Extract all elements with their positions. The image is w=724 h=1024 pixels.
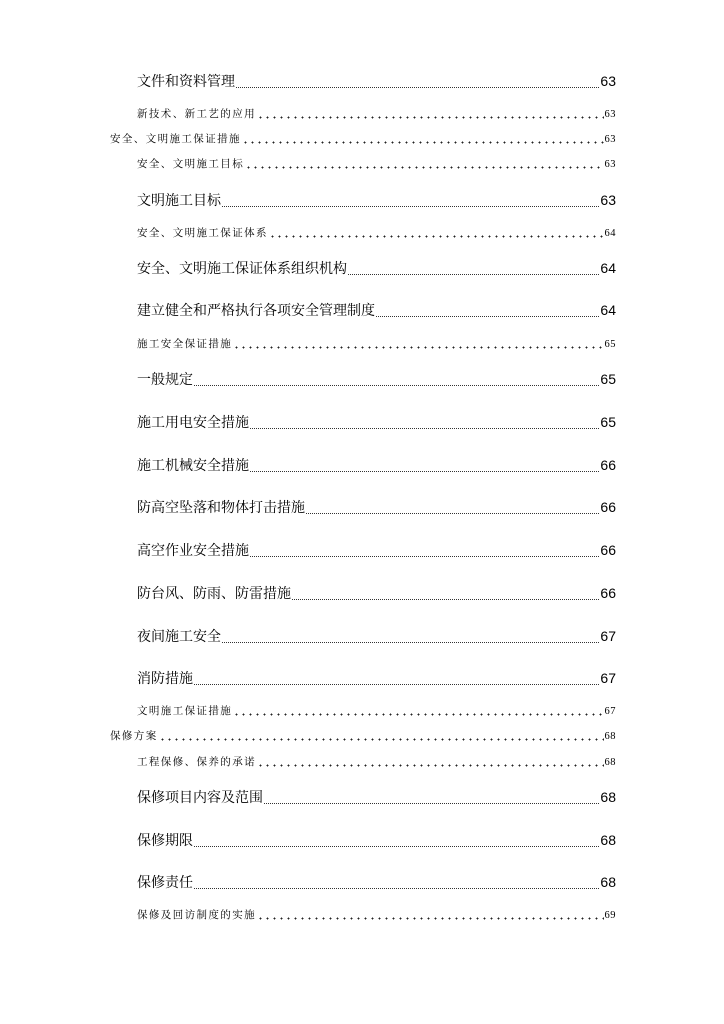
dot-leader: [257, 115, 604, 119]
toc-entry-page: 63: [604, 109, 616, 120]
toc-entry-page: 63: [604, 134, 616, 145]
dot-leader: [250, 555, 599, 557]
toc-entry-title: 保修及回访制度的实施: [137, 910, 256, 921]
toc-entry[interactable]: [137, 626, 616, 646]
dot-leader: [233, 345, 603, 349]
toc-entry-title: 夜间施工安全: [137, 628, 221, 644]
dot-leader: [264, 802, 599, 804]
toc-entry-page: 67: [600, 628, 616, 644]
toc-entry-title: 施工安全保证措施: [137, 339, 233, 350]
toc-entry[interactable]: [110, 131, 616, 146]
toc-entry-page: 68: [604, 757, 616, 768]
dot-leader: [242, 140, 604, 144]
toc-entry[interactable]: [137, 369, 616, 389]
dot-leader: [159, 737, 604, 741]
toc-entry[interactable]: [110, 728, 616, 743]
toc-entry[interactable]: [137, 156, 616, 171]
dot-leader: [194, 683, 599, 685]
dot-leader: [376, 315, 599, 317]
toc-entry-page: 67: [600, 670, 616, 686]
toc-entry-page: 63: [604, 159, 616, 170]
toc-entry-page: 67: [604, 706, 616, 717]
toc-entry[interactable]: [137, 71, 616, 91]
toc-entry[interactable]: [137, 106, 616, 121]
toc-entry-title: 保修责任: [137, 874, 193, 890]
dot-leader: [194, 845, 599, 847]
toc-entry[interactable]: [137, 258, 616, 278]
toc-entry-page: 64: [600, 302, 616, 318]
toc-entry-page: 66: [600, 585, 616, 601]
toc-entry-page: 68: [600, 832, 616, 848]
dot-leader: [250, 427, 599, 429]
toc-entry[interactable]: [137, 336, 616, 351]
toc-entry-title: 消防措施: [137, 670, 193, 686]
toc-entry[interactable]: [137, 300, 616, 320]
toc-entry[interactable]: [137, 412, 616, 432]
toc-entry-title: 施工机械安全措施: [137, 457, 249, 473]
toc-entry-title: 一般规定: [137, 371, 193, 387]
toc-entry[interactable]: [137, 703, 616, 718]
toc-entry[interactable]: [137, 872, 616, 892]
toc-entry-title: 新技术、新工艺的应用: [137, 109, 256, 120]
toc-entry[interactable]: [137, 455, 616, 475]
dot-leader: [257, 763, 604, 767]
toc-entry-title: 文件和资料管理: [137, 73, 235, 89]
toc-entry[interactable]: [137, 787, 616, 807]
toc-entry-title: 文明施工保证措施: [137, 706, 233, 717]
toc-entry-page: 65: [604, 339, 616, 350]
toc-entry[interactable]: [137, 540, 616, 560]
toc-entry-title: 保修项目内容及范围: [137, 789, 263, 805]
toc-entry-title: 保修方案: [110, 731, 158, 742]
toc-entry-title: 防台风、防雨、防雷措施: [137, 585, 291, 601]
dot-leader: [257, 916, 604, 920]
dot-leader: [194, 384, 599, 386]
toc-entry[interactable]: [137, 583, 616, 603]
dot-leader: [194, 887, 599, 889]
toc-entry-title: 高空作业安全措施: [137, 542, 249, 558]
dot-leader: [250, 470, 599, 472]
toc-entry-title: 安全、文明施工保证体系: [137, 228, 268, 239]
dot-leader: [245, 165, 603, 169]
toc-entry-page: 63: [600, 192, 616, 208]
dot-leader: [292, 598, 599, 600]
toc-entry-page: 64: [600, 260, 616, 276]
toc-entry[interactable]: [137, 190, 616, 210]
toc-entry-page: 68: [600, 874, 616, 890]
dot-leader: [222, 641, 599, 643]
toc-entry-page: 69: [604, 910, 616, 921]
toc-entry[interactable]: [137, 830, 616, 850]
toc-entry[interactable]: [137, 497, 616, 517]
toc-entry-title: 防高空坠落和物体打击措施: [137, 499, 305, 515]
dot-leader: [348, 273, 599, 275]
dot-leader: [236, 86, 599, 88]
toc-entry[interactable]: [137, 907, 616, 922]
toc-entry-page: 68: [604, 731, 616, 742]
toc-entry-title: 建立健全和严格执行各项安全管理制度: [137, 302, 375, 318]
toc-entry-page: 65: [600, 371, 616, 387]
dot-leader: [306, 512, 599, 514]
toc-entry-page: 65: [600, 414, 616, 430]
toc-entry-page: 63: [600, 73, 616, 89]
toc-entry-page: 64: [604, 228, 616, 239]
toc-entry-title: 安全、文明施工目标: [137, 159, 245, 170]
toc-entry-title: 工程保修、保养的承诺: [137, 757, 256, 768]
dot-leader: [269, 234, 604, 238]
dot-leader: [222, 205, 599, 207]
toc-entry-title: 安全、文明施工保证体系组织机构: [137, 260, 347, 276]
toc-entry[interactable]: [137, 754, 616, 769]
toc-entry-page: 66: [600, 499, 616, 515]
toc-entry-title: 施工用电安全措施: [137, 414, 249, 430]
toc-entry[interactable]: [137, 225, 616, 240]
dot-leader: [233, 712, 603, 716]
toc-entry-page: 66: [600, 457, 616, 473]
toc-entry[interactable]: [137, 668, 616, 688]
toc-entry-page: 66: [600, 542, 616, 558]
toc-entry-page: 68: [600, 789, 616, 805]
toc-entry-title: 文明施工目标: [137, 192, 221, 208]
toc-entry-title: 保修期限: [137, 832, 193, 848]
toc-entry-title: 安全、文明施工保证措施: [110, 134, 241, 145]
